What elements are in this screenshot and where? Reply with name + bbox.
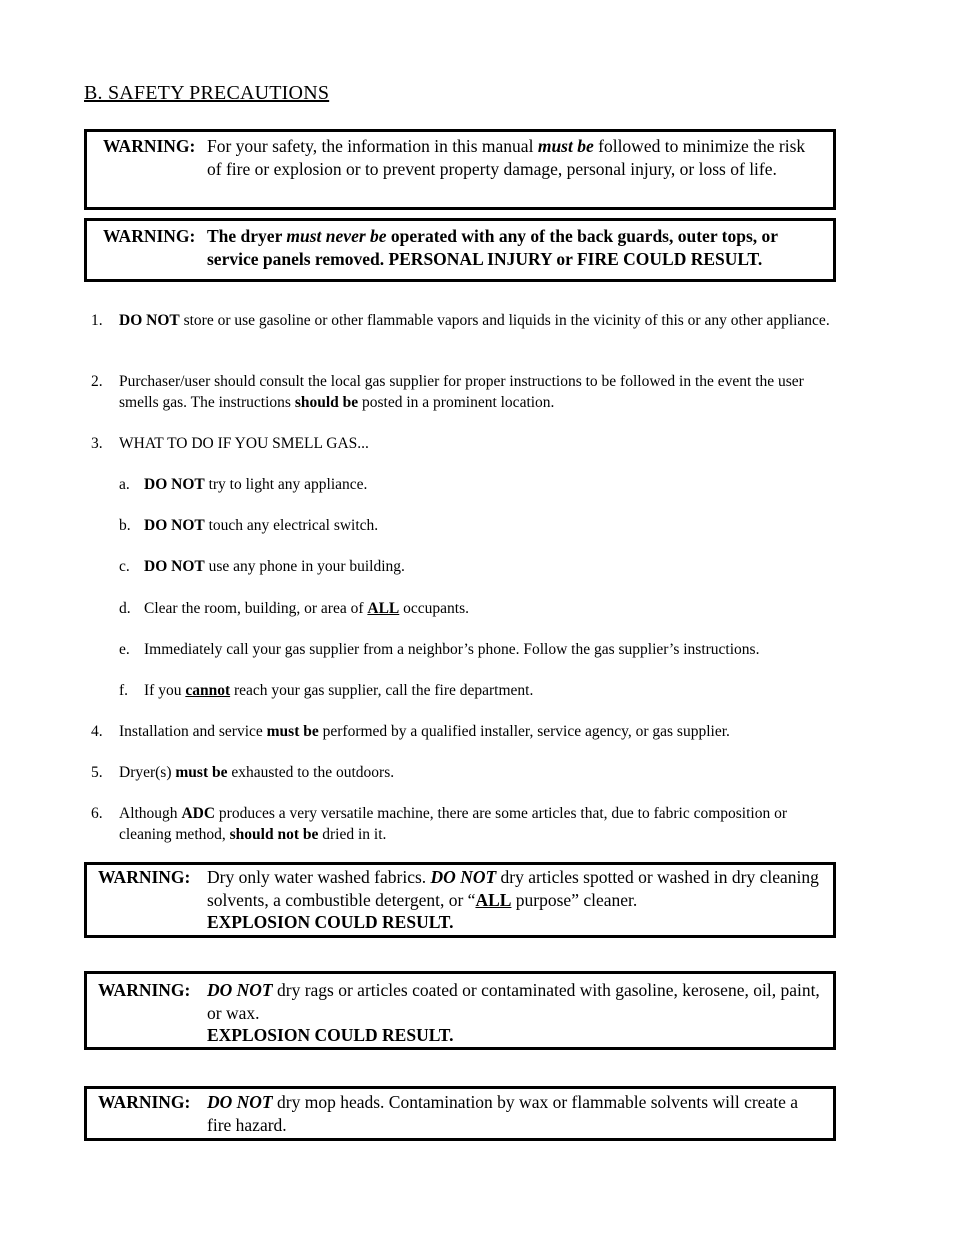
warning-text: Dry only water washed fabrics. DO NOT dry articles spotted or washed in dry cleaning solvents, a combustible detergent, or “ALL purpose” cleaner. EXPLOSION COULD RESULT. [207,867,819,932]
warning-box-fabrics [84,862,836,938]
warning-label: WARNING: [98,980,191,1000]
warning-box-safety-info [84,129,836,210]
warning-label: WARNING: [103,136,196,156]
warning-box-dryer-guards [84,218,836,282]
warning-text: DO NOT dry mop heads. Contamination by wax or flammable solvents will create a fire hazard. [207,1092,798,1135]
warning-label: WARNING: [98,1092,191,1112]
warning-label: WARNING: [103,226,196,246]
section-title: B. SAFETY PRECAUTIONS [84,82,330,104]
warning-box-rags [84,971,836,1050]
warning-label: WARNING: [98,867,191,887]
warning-text: The dryer must never be operated with any of the back guards, outer tops, or service panels removed. PERSONAL INJURY or FIRE COULD RESULT. [207,226,778,269]
warning-text: For your safety, the information in this manual must be followed to minimize the risk of fire or explosion or to prevent property damage, personal injury, or loss of life. [207,136,806,179]
warning-text: DO NOT dry rags or articles coated or contaminated with gasoline, kerosene, oil, paint, or wax. EXPLOSION COULD RESULT. [207,980,820,1045]
warning-box-mop-heads [84,1086,836,1141]
